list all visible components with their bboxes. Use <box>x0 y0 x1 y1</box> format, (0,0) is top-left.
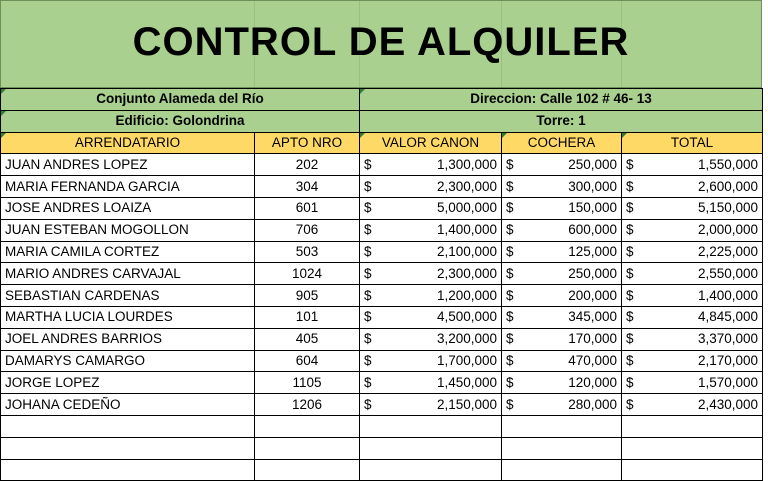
apto-cell[interactable]: 1105 <box>255 372 360 394</box>
empty-cell[interactable] <box>360 415 502 437</box>
total-cell[interactable] <box>622 394 763 416</box>
currency-symbol: $ <box>364 331 372 347</box>
header-valor-canon[interactable]: VALOR CANON <box>360 132 502 154</box>
cochera-cell-value: 125,000 <box>568 243 618 259</box>
currency-symbol: $ <box>626 200 634 216</box>
total-cell-value: 2,170,000 <box>697 352 759 368</box>
canon-cell[interactable] <box>360 154 502 176</box>
total-cell[interactable] <box>622 372 763 394</box>
total-cell-value: 2,430,000 <box>697 396 759 412</box>
arrendatario-cell[interactable]: JOHANA CEDEÑO <box>1 394 255 416</box>
apto-cell[interactable]: 101 <box>255 306 360 328</box>
empty-cell[interactable] <box>1 415 255 437</box>
total-cell-value: 4,845,000 <box>697 309 759 325</box>
total-cell[interactable] <box>622 176 763 198</box>
cochera-cell[interactable] <box>502 154 622 176</box>
apto-cell[interactable]: 1024 <box>255 263 360 285</box>
currency-symbol: $ <box>506 222 514 238</box>
cochera-cell-value: 470,000 <box>568 352 618 368</box>
canon-cell-value: 2,300,000 <box>436 265 498 281</box>
currency-symbol: $ <box>626 178 634 194</box>
cochera-cell-value: 345,000 <box>568 309 618 325</box>
cochera-cell-value: 170,000 <box>568 331 618 347</box>
total-cell[interactable] <box>622 263 763 285</box>
currency-symbol: $ <box>364 265 372 281</box>
canon-cell-value: 3,200,000 <box>436 331 498 347</box>
apto-cell[interactable]: 202 <box>255 154 360 176</box>
currency-symbol: $ <box>506 243 514 259</box>
table-row <box>1 306 763 328</box>
table-row <box>1 197 763 219</box>
total-cell-value: 1,570,000 <box>697 374 759 390</box>
currency-symbol: $ <box>364 374 372 390</box>
currency-symbol: $ <box>364 396 372 412</box>
cochera-cell[interactable] <box>502 176 622 198</box>
canon-cell-value: 2,150,000 <box>436 396 498 412</box>
cochera-cell[interactable] <box>502 241 622 263</box>
canon-cell-value: 1,200,000 <box>436 287 498 303</box>
currency-symbol: $ <box>626 265 634 281</box>
currency-symbol: $ <box>506 374 514 390</box>
currency-symbol: $ <box>364 200 372 216</box>
empty-row <box>1 437 763 459</box>
empty-cell[interactable] <box>360 459 502 481</box>
currency-symbol: $ <box>506 352 514 368</box>
cochera-cell-value: 150,000 <box>568 200 618 216</box>
total-cell[interactable] <box>622 350 763 372</box>
apto-cell[interactable]: 405 <box>255 328 360 350</box>
canon-cell[interactable] <box>360 328 502 350</box>
cochera-cell[interactable] <box>502 306 622 328</box>
table-row <box>1 394 763 416</box>
empty-cell[interactable] <box>360 437 502 459</box>
empty-cell[interactable] <box>255 415 360 437</box>
empty-cell[interactable] <box>622 459 763 481</box>
canon-cell-value: 4,500,000 <box>436 309 498 325</box>
apto-cell[interactable]: 503 <box>255 241 360 263</box>
apto-cell[interactable]: 304 <box>255 176 360 198</box>
table-row <box>1 263 763 285</box>
arrendatario-cell[interactable]: MARIA FERNANDA GARCIA <box>1 176 255 198</box>
currency-symbol: $ <box>626 331 634 347</box>
cochera-cell[interactable] <box>502 263 622 285</box>
currency-symbol: $ <box>626 352 634 368</box>
canon-cell[interactable] <box>360 241 502 263</box>
header-cochera[interactable]: COCHERA <box>502 132 622 154</box>
empty-cell[interactable] <box>255 437 360 459</box>
apto-cell[interactable]: 1206 <box>255 394 360 416</box>
currency-symbol: $ <box>506 331 514 347</box>
currency-symbol: $ <box>506 396 514 412</box>
arrendatario-cell[interactable]: MARTHA LUCIA LOURDES <box>1 306 255 328</box>
table-row <box>1 241 763 263</box>
empty-cell[interactable] <box>502 459 622 481</box>
cochera-cell-value: 600,000 <box>568 222 618 238</box>
total-cell-value: 2,225,000 <box>697 243 759 259</box>
canon-cell-value: 1,400,000 <box>436 222 498 238</box>
cochera-cell[interactable] <box>502 285 622 307</box>
currency-symbol: $ <box>506 287 514 303</box>
header-arrendatario[interactable]: ARRENDATARIO <box>1 132 255 154</box>
empty-cell[interactable] <box>1 437 255 459</box>
empty-cell[interactable] <box>502 437 622 459</box>
canon-cell-value: 2,300,000 <box>436 178 498 194</box>
arrendatario-cell[interactable]: JUAN ANDRES LOPEZ <box>1 154 255 176</box>
total-cell-value: 2,600,000 <box>697 178 759 194</box>
cochera-cell[interactable] <box>502 372 622 394</box>
cochera-cell[interactable] <box>502 219 622 241</box>
currency-symbol: $ <box>626 396 634 412</box>
currency-symbol: $ <box>626 222 634 238</box>
cochera-cell[interactable] <box>502 328 622 350</box>
cochera-cell-value: 280,000 <box>568 396 618 412</box>
canon-cell-value: 5,000,000 <box>436 200 498 216</box>
arrendatario-cell[interactable]: DAMARYS CAMARGO <box>1 350 255 372</box>
canon-cell-value: 1,450,000 <box>436 374 498 390</box>
empty-cell[interactable] <box>622 415 763 437</box>
currency-symbol: $ <box>506 265 514 281</box>
canon-cell[interactable] <box>360 197 502 219</box>
currency-symbol: $ <box>364 287 372 303</box>
canon-cell[interactable] <box>360 306 502 328</box>
currency-symbol: $ <box>626 287 634 303</box>
total-cell[interactable] <box>622 154 763 176</box>
currency-symbol: $ <box>364 156 372 172</box>
currency-symbol: $ <box>626 374 634 390</box>
arrendatario-cell[interactable]: JORGE LOPEZ <box>1 372 255 394</box>
canon-cell[interactable] <box>360 176 502 198</box>
page-title: CONTROL DE ALQUILER <box>132 19 630 64</box>
table-row <box>1 154 763 176</box>
rental-table <box>0 88 763 481</box>
canon-cell-value: 1,700,000 <box>436 352 498 368</box>
currency-symbol: $ <box>364 222 372 238</box>
total-cell[interactable] <box>622 306 763 328</box>
cochera-cell[interactable] <box>502 197 622 219</box>
canon-cell-value: 1,300,000 <box>436 156 498 172</box>
currency-symbol: $ <box>626 243 634 259</box>
empty-cell[interactable] <box>1 459 255 481</box>
arrendatario-cell[interactable]: MARIA CAMILA CORTEZ <box>1 241 255 263</box>
currency-symbol: $ <box>506 200 514 216</box>
cochera-cell-value: 250,000 <box>568 265 618 281</box>
currency-symbol: $ <box>506 156 514 172</box>
currency-symbol: $ <box>364 178 372 194</box>
total-cell[interactable] <box>622 328 763 350</box>
cochera-cell-value: 250,000 <box>568 156 618 172</box>
table-row <box>1 350 763 372</box>
canon-cell[interactable] <box>360 285 502 307</box>
arrendatario-cell[interactable]: JOSE ANDRES LOAIZA <box>1 197 255 219</box>
cochera-cell-value: 200,000 <box>568 287 618 303</box>
total-cell[interactable] <box>622 241 763 263</box>
empty-row <box>1 415 763 437</box>
apto-cell[interactable]: 604 <box>255 350 360 372</box>
canon-cell[interactable] <box>360 350 502 372</box>
edificio-cell[interactable]: Edificio: Golondrina <box>1 110 360 132</box>
cochera-cell[interactable] <box>502 350 622 372</box>
empty-cell[interactable] <box>255 459 360 481</box>
total-cell-value: 2,000,000 <box>697 222 759 238</box>
empty-cell[interactable] <box>502 415 622 437</box>
table-row <box>1 285 763 307</box>
total-cell-value: 3,370,000 <box>697 331 759 347</box>
total-cell[interactable] <box>622 219 763 241</box>
currency-symbol: $ <box>626 156 634 172</box>
total-cell[interactable] <box>622 285 763 307</box>
arrendatario-cell[interactable]: SEBASTIAN CARDENAS <box>1 285 255 307</box>
table-row <box>1 372 763 394</box>
header-apto[interactable]: APTO NRO <box>255 132 360 154</box>
cochera-cell[interactable] <box>502 394 622 416</box>
arrendatario-cell[interactable]: MARIO ANDRES CARVAJAL <box>1 263 255 285</box>
conjunto-cell[interactable]: Conjunto Alameda del Río <box>1 89 360 111</box>
direccion-cell[interactable]: Direccion: Calle 102 # 46- 13 <box>360 89 763 111</box>
total-cell-value: 5,150,000 <box>697 200 759 216</box>
title-banner[interactable] <box>0 0 762 88</box>
currency-symbol: $ <box>506 178 514 194</box>
canon-cell[interactable] <box>360 219 502 241</box>
apto-cell[interactable]: 706 <box>255 219 360 241</box>
total-cell[interactable] <box>622 197 763 219</box>
empty-row <box>1 459 763 481</box>
apto-cell[interactable]: 905 <box>255 285 360 307</box>
apto-cell[interactable]: 601 <box>255 197 360 219</box>
currency-symbol: $ <box>364 309 372 325</box>
header-total[interactable]: TOTAL <box>622 132 763 154</box>
empty-cell[interactable] <box>622 437 763 459</box>
arrendatario-cell[interactable]: JUAN ESTEBAN MOGOLLON <box>1 219 255 241</box>
table-row <box>1 219 763 241</box>
currency-symbol: $ <box>506 309 514 325</box>
currency-symbol: $ <box>626 309 634 325</box>
canon-cell[interactable] <box>360 263 502 285</box>
total-cell-value: 1,550,000 <box>697 156 759 172</box>
torre-cell[interactable]: Torre: 1 <box>360 110 763 132</box>
table-row <box>1 176 763 198</box>
total-cell-value: 2,550,000 <box>697 265 759 281</box>
canon-cell-value: 2,100,000 <box>436 243 498 259</box>
cochera-cell-value: 300,000 <box>568 178 618 194</box>
canon-cell[interactable] <box>360 394 502 416</box>
currency-symbol: $ <box>364 352 372 368</box>
total-cell-value: 1,400,000 <box>697 287 759 303</box>
currency-symbol: $ <box>364 243 372 259</box>
canon-cell[interactable] <box>360 372 502 394</box>
cochera-cell-value: 120,000 <box>568 374 618 390</box>
table-row <box>1 328 763 350</box>
arrendatario-cell[interactable]: JOEL ANDRES BARRIOS <box>1 328 255 350</box>
